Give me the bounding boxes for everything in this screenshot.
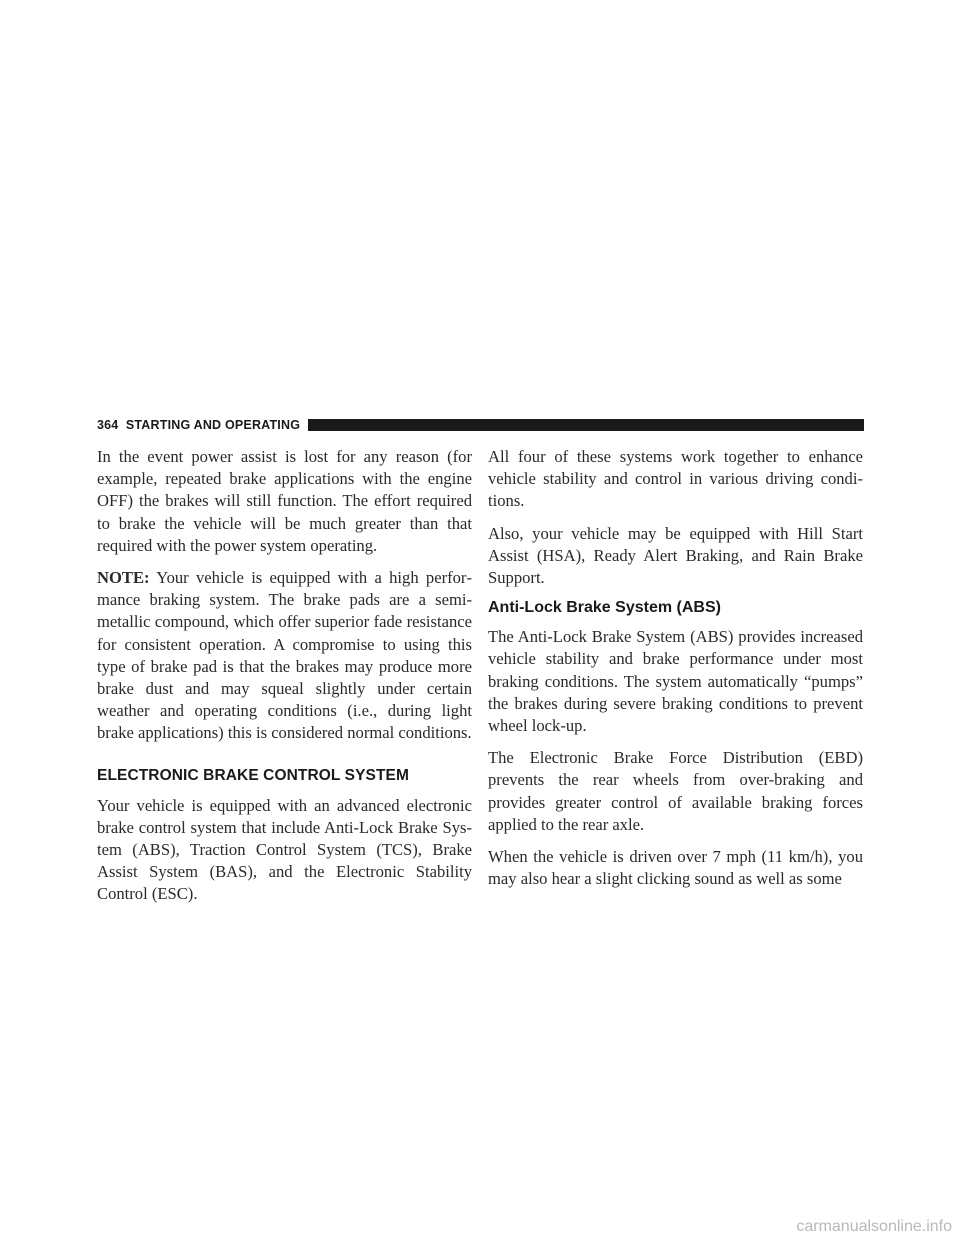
note-text: Your vehicle is equipped with a high performance braking system. The brake pads are a semi-metallic compound, which offer superior fade resistance for consistent operation. A compromise to using this type of brake pad is that the brakes may produce more brake dust and may squeal slightly under certain weather and operating conditions (i.e., during light brake applications) this is considered normal conditions. <box>97 568 472 743</box>
page-number: 364 <box>97 418 119 432</box>
right-column <box>488 446 863 900</box>
note-paragraph <box>97 567 472 745</box>
hsa-paragraph: Also, your vehicle may be equipped with Hill Start Assist (HSA), Ready Alert Braking, and Rain Brake Support. <box>488 523 863 588</box>
left-column <box>97 446 472 916</box>
watermark: carmanualsonline.info <box>796 1218 952 1235</box>
note-label: NOTE: <box>97 568 150 588</box>
section-heading: ELECTRONIC BRAKE CONTROL SYSTEM <box>97 766 409 784</box>
header-label <box>97 418 308 432</box>
ebc-intro-paragraph: Your vehicle is equipped with an advanced electronic brake control system that include Anti-Lock Brake System (ABS), Traction Control System (TCS), Brake Assist System (BAS), and the Electronic Stability Control (ESC). <box>97 795 472 904</box>
ebd-paragraph: The Electronic Brake Force Distribution (EBD) prevents the rear wheels from over-braking and provides greater control of available braking forces applied to the rear axle. <box>488 748 863 834</box>
power-assist-paragraph: In the event power assist is lost for any reason (for example, repeated brake applications with the engine OFF) the brakes will still function. The effort required to brake the vehicle will be much greater than that required with the power system operating. <box>97 447 472 555</box>
page-header <box>97 418 864 432</box>
clicking-sound-paragraph: When the vehicle is driven over 7 mph (11 km/h), you may also hear a slight clicking sound as well as some <box>488 847 863 889</box>
header-rule <box>308 419 864 431</box>
systems-together-paragraph: All four of these systems work together to enhance vehicle stability and control in various driving conditions. <box>488 447 863 511</box>
abs-subheading: Anti-Lock Brake System (ABS) <box>488 599 721 617</box>
section-title: STARTING AND OPERATING <box>125 418 301 432</box>
abs-paragraph: The Anti-Lock Brake System (ABS) provides increased vehicle stability and brake performance under most braking conditions. The system automatically “pumps” the brakes during severe braking conditions to prevent wheel lock-up. <box>488 627 863 736</box>
